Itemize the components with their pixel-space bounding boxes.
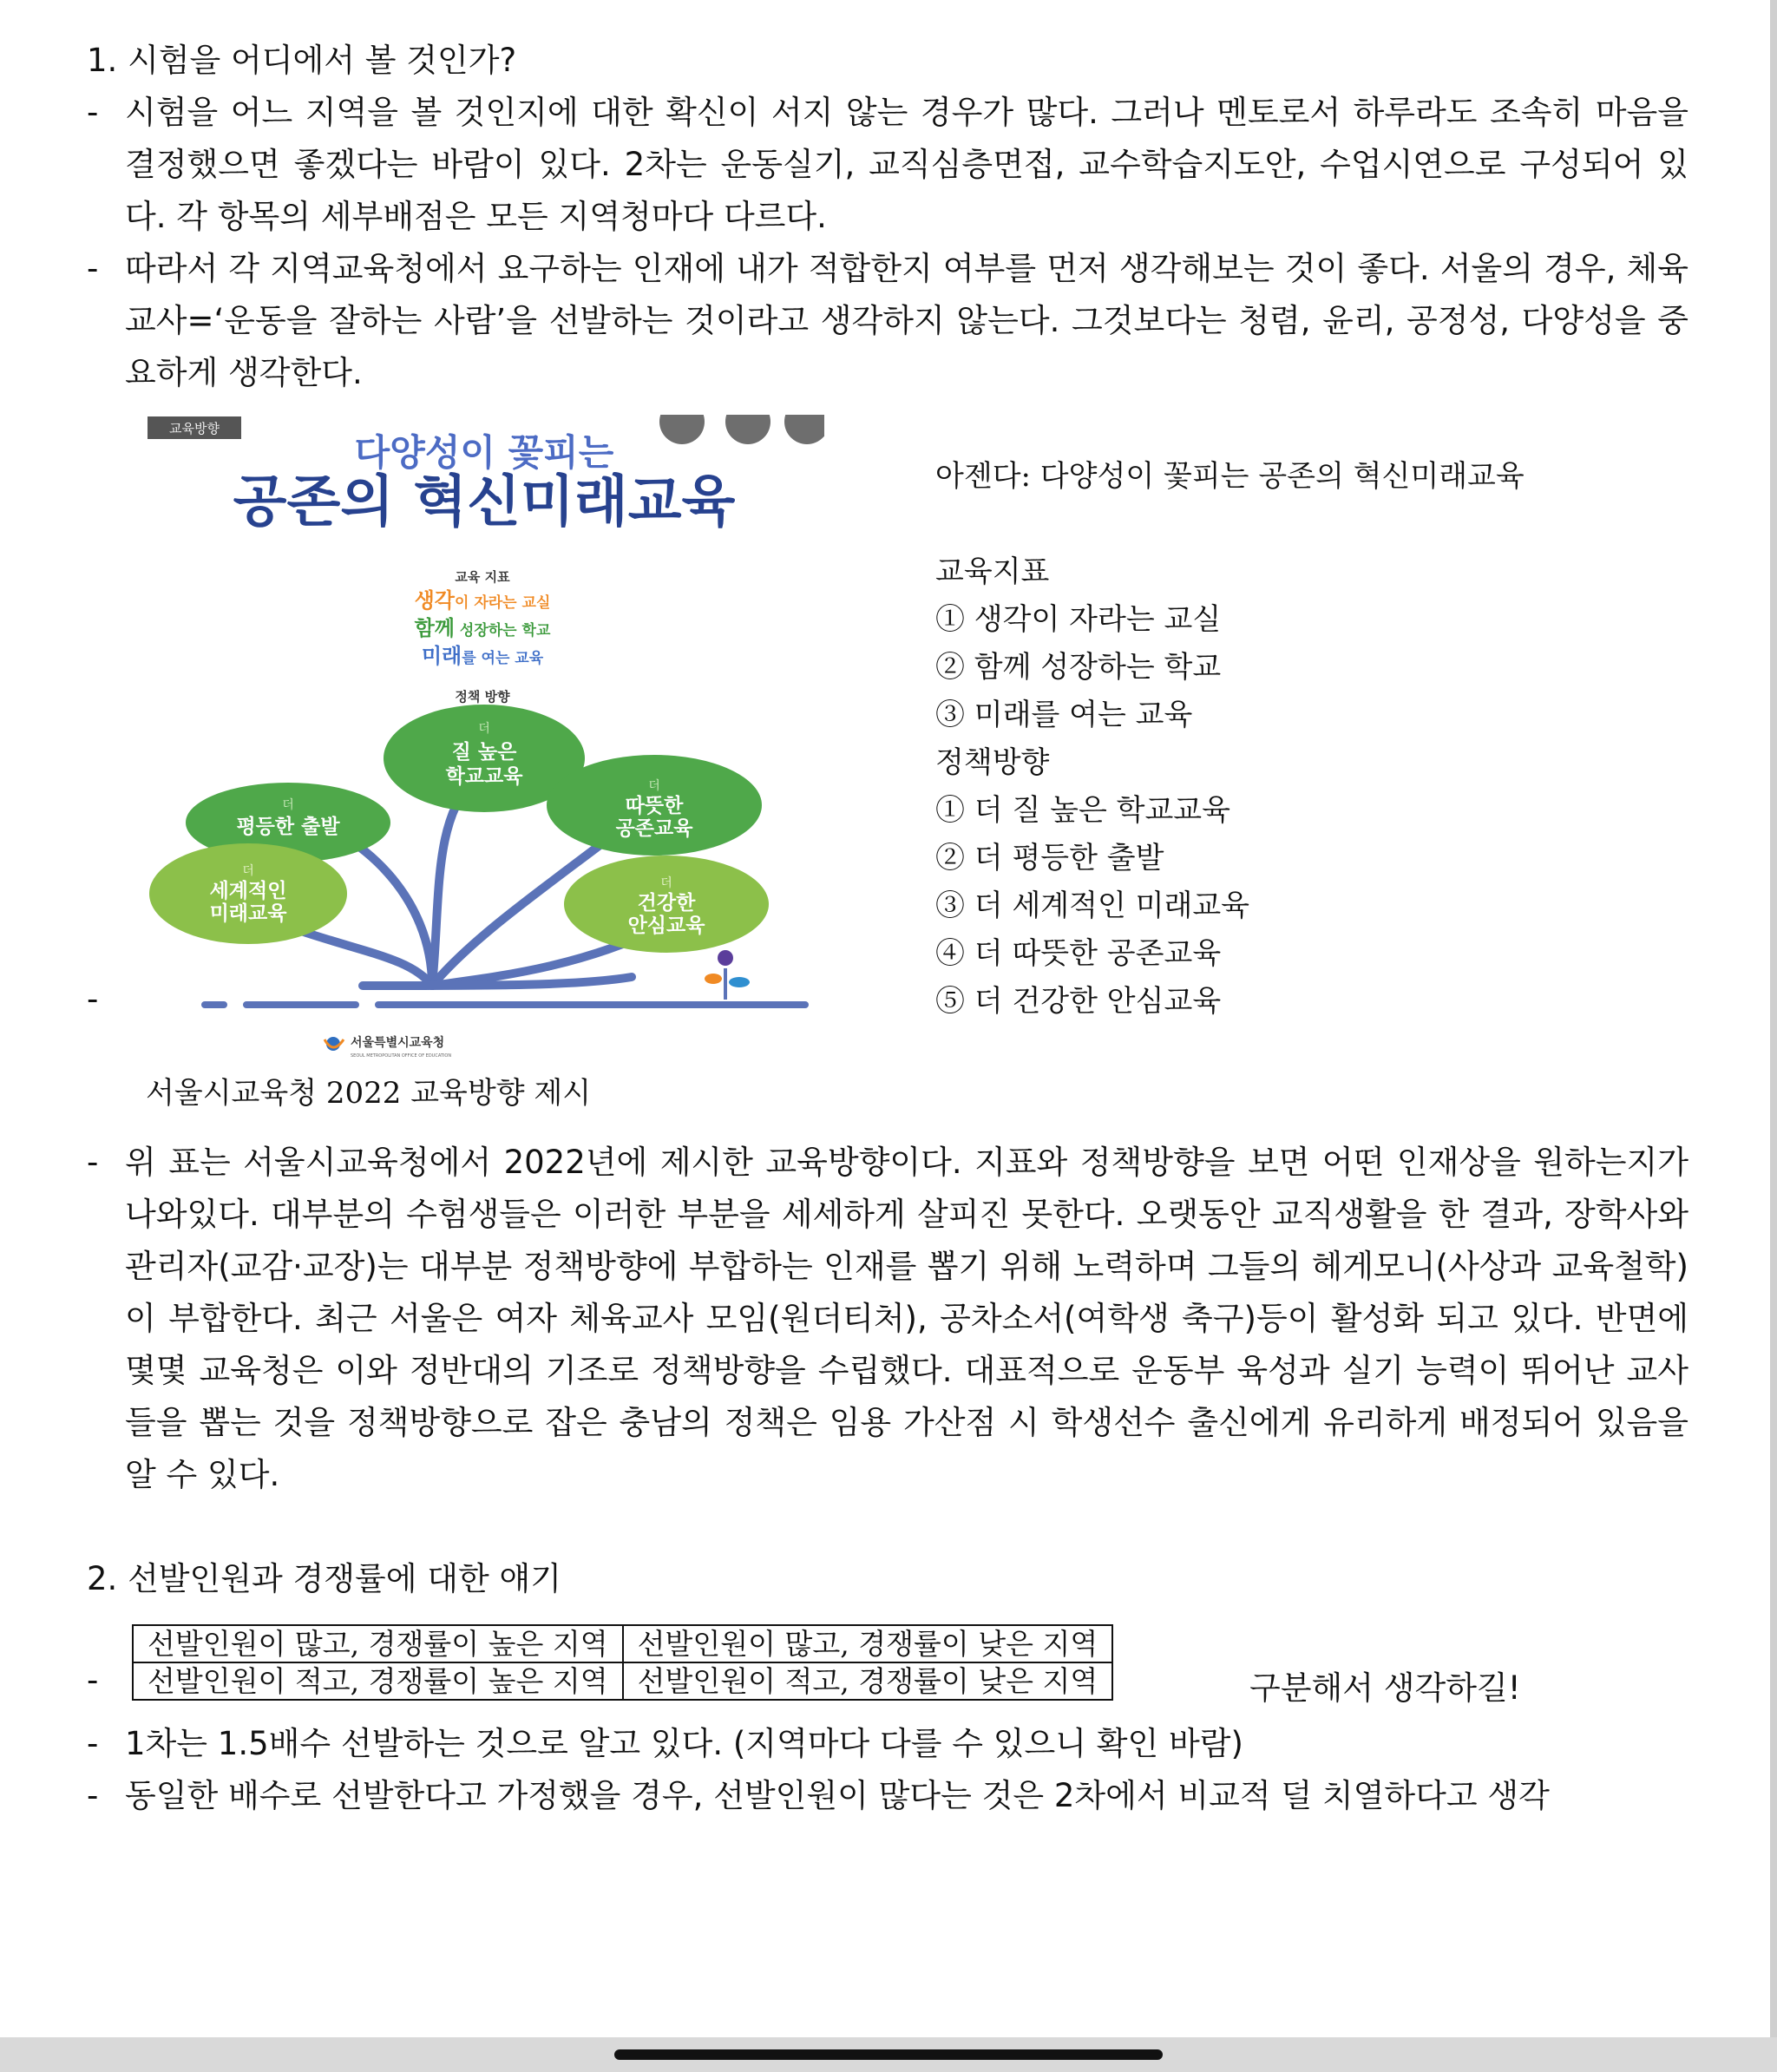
- ground-line: [201, 1001, 809, 1008]
- poster-policy-label: 정책 방향: [455, 689, 510, 705]
- poster-indicator-1: 생각이 자라는 교실: [414, 588, 551, 613]
- table-cell: 선발인원이 많고, 경쟁률이 낮은 지역: [623, 1625, 1113, 1662]
- bullet-dash: -: [87, 1725, 99, 1762]
- home-indicator[interactable]: [614, 2049, 1163, 2060]
- bullet-item: [87, 243, 1688, 399]
- svg-text:더: 더: [242, 864, 254, 878]
- bullet-item: [87, 1718, 1688, 1770]
- section2-heading: 2. 선발인원과 경쟁률에 대한 얘기: [87, 1560, 561, 1597]
- bullet-text: 1차는 1.5배수 선발하는 것으로 알고 있다. (지역마다 다를 수 있으니 확인 바람): [125, 1725, 1243, 1762]
- poster-indicator-label: 교육 지표: [455, 569, 510, 585]
- poster-caption: 서울시교육청 2022 교육방향 제시: [146, 1076, 592, 1111]
- bullet-item: [87, 87, 1688, 243]
- table-bullet-dash: -: [87, 1662, 99, 1699]
- bullet-text: 따라서 각 지역교육청에서 요구하는 인재에 내가 적합한지 여부를 먼저 생각해보는 것이 좋다. 서울의 경우, 체육교사=‘운동을 잘하는 사람’을 선발하는 것이라고 생각하지 않는다. 그것보다는 청렴, 윤리, 공정성, 다양성을 중요하게 생각한다.: [125, 250, 1688, 391]
- svg-text:안심교육: 안심교육: [627, 915, 705, 937]
- indicator-item: ② 함께 성장하는 학교: [935, 650, 1222, 685]
- indicator-item: ③ 미래를 여는 교육: [935, 698, 1193, 732]
- indicator-heading: 교육지표: [935, 554, 1050, 589]
- bullet-dash: -: [87, 1144, 99, 1181]
- section2-bullets: [87, 1718, 1688, 1822]
- section1-bullets: [87, 87, 1688, 399]
- svg-text:질 높은: 질 높은: [451, 741, 517, 764]
- svg-text:더: 더: [478, 722, 490, 736]
- poster-title-big: 공존의 혁신미래교육: [233, 470, 736, 534]
- agenda-list: [935, 453, 1525, 1026]
- svg-text:평등한 출발: 평등한 출발: [236, 816, 340, 838]
- svg-text:SEOUL METROPOLITAN OFFICE OF E: SEOUL METROPOLITAN OFFICE OF EDUCATION: [351, 1053, 452, 1059]
- bullet-text: 동일한 배수로 선발한다고 가정했을 경우, 선발인원이 많다는 것은 2차에서 비교적 덜 치열하다고 생각: [125, 1777, 1550, 1814]
- table-row: [133, 1625, 1112, 1662]
- policy-item: ① 더 질 높은 학교교육: [935, 793, 1230, 828]
- bubble-coexistence: [547, 755, 762, 856]
- bubble-global: [149, 843, 347, 944]
- table-cell: 선발인원이 적고, 경쟁률이 낮은 지역: [623, 1662, 1113, 1700]
- svg-text:더: 더: [660, 876, 672, 890]
- bullet-item: [87, 1137, 1688, 1501]
- poster-bullet-dash: -: [87, 980, 99, 1018]
- svg-text:건강한: 건강한: [637, 892, 696, 915]
- bullet-item: [87, 1770, 1688, 1822]
- agenda-title: 아젠다: 다양성이 꽃피는 공존의 혁신미래교육: [935, 459, 1525, 494]
- policy-item: ⑤ 더 건강한 안심교육: [935, 984, 1222, 1019]
- svg-text:따뜻한: 따뜻한: [625, 795, 684, 817]
- policy-item: ② 더 평등한 출발: [935, 841, 1164, 875]
- poster-indicator-2: 함께 성장하는 학교: [414, 616, 551, 640]
- svg-text:미래교육: 미래교육: [209, 902, 287, 925]
- bullet-text: 시험을 어느 지역을 볼 것인지에 대한 확신이 서지 않는 경우가 많다. 그러나 멘토로서 하루라도 조속히 마음을 결정했으면 좋겠다는 바람이 있다. 2차는 운동실기, 교직심층면접, 교수학습지도안, 수업시연으로 구성되어 있다. 각 항목의 세부배점은 모든 지역청마다 다르다.: [125, 94, 1688, 235]
- indicator-item: ① 생각이 자라는 교실: [935, 602, 1222, 637]
- poster-image: [146, 413, 824, 1066]
- scrollbar-track[interactable]: [1770, 0, 1777, 2037]
- bullet-dash: -: [87, 94, 99, 131]
- table-cell: 선발인원이 많고, 경쟁률이 높은 지역: [133, 1625, 623, 1662]
- policy-item: ③ 더 세계적인 미래교육: [935, 888, 1250, 923]
- poster-indicator-3: 미래를 여는 교육: [421, 644, 544, 668]
- bullet-text: 위 표는 서울시교육청에서 2022년에 제시한 교육방향이다. 지표와 정책방향을 보면 어떤 인재상을 원하는지가 나와있다. 대부분의 수험생들은 이러한 부분을 세세하게 살피진 못한다. 오랫동안 교직생활을 한 결과, 장학사와 관리자(교감·교장)는 대부분 정책방향에 부합하는 인재를 뽑기 위해 노력하며 그들의 헤게모니(사상과 교육철학)이 부합한다. 최근 서울은 여자 체육교사 모임(원더티처), 공차소서(여학생 축구)등이 활성화 되고 있다. 반면에 몇몇 교육청은 이와 정반대의 기조로 정책방향을 수립했다. 대표적으로 운동부 육성과 실기 능력이 뛰어난 교사들을 뽑는 것을 정책방향으로 잡은 충남의 정책은 임용 가산점 시 학생선수 출신에게 유리하게 배정되어 있음을 알 수 있다.: [125, 1144, 1688, 1493]
- table-row: [133, 1662, 1112, 1700]
- bubble-health: [564, 856, 769, 953]
- svg-text:더: 더: [282, 798, 294, 812]
- table-cell: 선발인원이 적고, 경쟁률이 높은 지역: [133, 1662, 623, 1700]
- poster-tag: 교육방향: [169, 421, 220, 436]
- poster-title-small: 다양성이 꽃피는: [354, 431, 614, 474]
- svg-text:학교교육: 학교교육: [445, 765, 523, 788]
- education-direction-poster: [146, 413, 824, 1066]
- bullet-dash: -: [87, 250, 99, 287]
- section1-heading: 1. 시험을 어디에서 볼 것인가?: [87, 42, 517, 79]
- policy-heading: 정책방향: [935, 745, 1050, 780]
- bullet-dash: -: [87, 1777, 99, 1814]
- svg-text:공존교육: 공존교육: [615, 817, 693, 840]
- analysis-paragraph: [87, 1137, 1688, 1501]
- region-comparison-table: [132, 1624, 1113, 1701]
- svg-text:더: 더: [648, 779, 660, 793]
- svg-text:세계적인: 세계적인: [209, 880, 287, 902]
- table-note: 구분해서 생각하길!: [1249, 1669, 1521, 1707]
- policy-item: ④ 더 따뜻한 공존교육: [935, 936, 1222, 971]
- svg-text:서울특별시교육청: 서울특별시교육청: [351, 1036, 445, 1050]
